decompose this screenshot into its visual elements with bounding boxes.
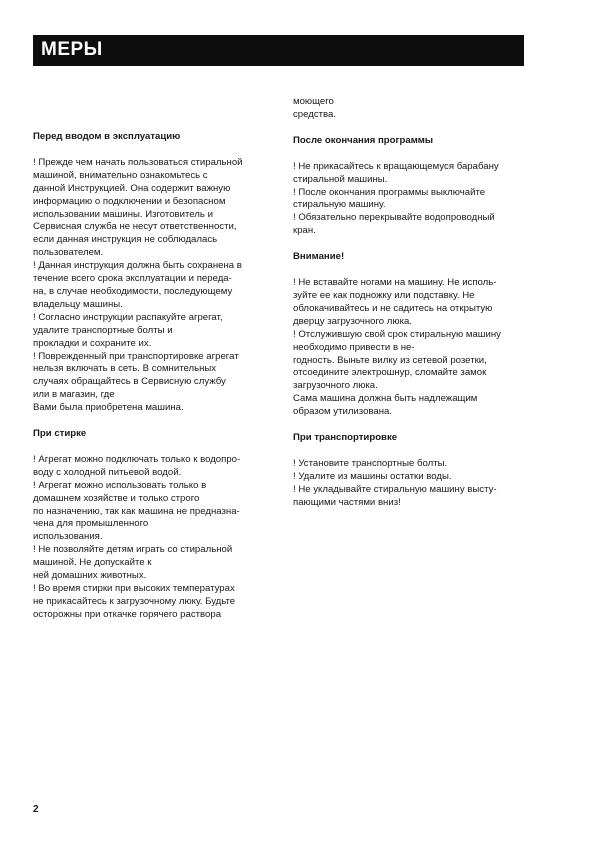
section-body-washing — [33, 454, 265, 622]
text-line: зуйте ее как подножку или подставку. Не — [293, 289, 475, 301]
text-line: ! Не прикасайтесь к вращающемуся барабану — [293, 160, 499, 172]
text-line: облокачивайтесь и не садитесь на открытую — [293, 302, 493, 314]
text-line: по назначению, так как машина не предназна- — [33, 505, 240, 517]
text-line: использовании машины. Изготовитель и — [33, 208, 213, 220]
section-title-after-program: После окончания программы — [293, 134, 434, 146]
text-line: ! Агрегат можно подключать только к водопро- — [33, 453, 241, 465]
section-body-transport — [293, 458, 525, 510]
text-line: ! Во время стирки при высоких температурах — [33, 583, 235, 594]
text-line: ! Не позволяйте детям играть со стиральной — [33, 544, 233, 556]
page-number: 2 — [33, 804, 39, 815]
right-column — [293, 96, 525, 510]
text-line: пользователем. — [33, 247, 104, 259]
text-line: воду с холодной питьевой водой. — [33, 466, 182, 478]
text-line: ! Установите транспортные болты. — [293, 457, 448, 469]
text-line: годность. Выньте вилку из сетевой розетки, — [293, 354, 487, 366]
text-line: ! Поврежденный при транспортировке агрегат — [33, 350, 239, 362]
text-line: прокладки и сохраните их. — [33, 337, 152, 349]
text-line: Сама машина должна быть надлежащим — [293, 393, 478, 405]
text-line: моющего — [293, 96, 334, 107]
section-title-before-use: Перед вводом в эксплуатацию — [33, 131, 181, 142]
text-line: стиральную машину. — [293, 199, 386, 211]
text-line: домашнем хозяйстве и только строго — [33, 492, 200, 504]
text-line: использования. — [33, 531, 103, 543]
text-line: на, в случае необходимости, последующему — [33, 285, 233, 297]
text-line: отсоедините электрошнур, сломайте замок — [293, 367, 487, 379]
text-line: образом утилизована. — [293, 406, 393, 418]
text-line: не прикасайтесь к загрузочному люку. Будьте — [33, 595, 236, 607]
text-line: владельцу машины. — [33, 298, 123, 310]
section-body-before-use — [33, 157, 265, 415]
text-line: ней домашних животных. — [33, 570, 147, 582]
text-line: ! Прежде чем начать пользоваться стиральной — [33, 156, 243, 168]
text-line: если данная инструкция не соблюдалась — [33, 234, 218, 246]
section-body-after-program — [293, 161, 525, 238]
text-line: Вами была приобретена машина. — [33, 402, 184, 414]
page-title: МЕРЫ — [41, 39, 103, 60]
text-line: нельзя включать в сеть. В сомнительных — [33, 363, 217, 375]
title-bar — [33, 35, 524, 66]
text-line: средства. — [293, 108, 337, 120]
section-body-attention — [293, 277, 525, 419]
text-line: ! Обязательно перекрывайте водопроводный — [293, 212, 495, 224]
text-line: случаях обращайтесь в Сервисную службу — [33, 376, 226, 388]
section-title-transport: При транспортировке — [293, 432, 398, 444]
text-line: машиной, внимательно ознакомьтесь с — [33, 169, 208, 181]
left-column — [33, 131, 265, 622]
text-line: данной Инструкцией. Она содержит важную — [33, 182, 231, 194]
section-title-attention: Внимание! — [293, 251, 345, 263]
text-line: стиральной машины. — [293, 173, 388, 185]
text-line: ! Агрегат можно использовать только в — [33, 479, 207, 491]
section-title-washing: При стирке — [33, 428, 87, 440]
text-line: дверцу загрузочного люка. — [293, 315, 413, 327]
text-line: или в магазин, где — [33, 389, 115, 401]
text-line: ! Не укладывайте стиральную машину высту- — [293, 483, 497, 495]
text-line: ! Удалите из машины остатки воды. — [293, 470, 452, 482]
text-line: кран. — [293, 225, 316, 237]
text-line: загрузочного люка. — [293, 380, 378, 392]
text-line: ! Отслужившую свой срок стиральную машину — [293, 328, 501, 340]
text-line: информацию о подключении и безопасном — [33, 195, 226, 207]
text-line: Сервисная служба не несут ответственности, — [33, 221, 237, 233]
text-line: осторожны при откачке горячего раствора — [33, 608, 222, 620]
text-line: течение всего срока эксплуатации и переда- — [33, 273, 232, 285]
text-line: ! После окончания программы выключайте — [293, 186, 486, 198]
text-line: чена для промышленного — [33, 518, 149, 530]
text-line: машиной. Не допускайте к — [33, 557, 152, 569]
text-line: ! Данная инструкция должна быть сохранена в — [33, 260, 242, 272]
section-body-continued — [293, 96, 525, 122]
text-line: ! Согласно инструкции распакуйте агрегат, — [33, 311, 223, 323]
text-line: необходимо привести в не- — [293, 341, 415, 353]
text-line: пающими частями вниз! — [293, 496, 401, 508]
text-line: ! Не вставайте ногами на машину. Не исполь- — [293, 277, 497, 289]
text-line: удалите транспортные болты и — [33, 324, 173, 336]
